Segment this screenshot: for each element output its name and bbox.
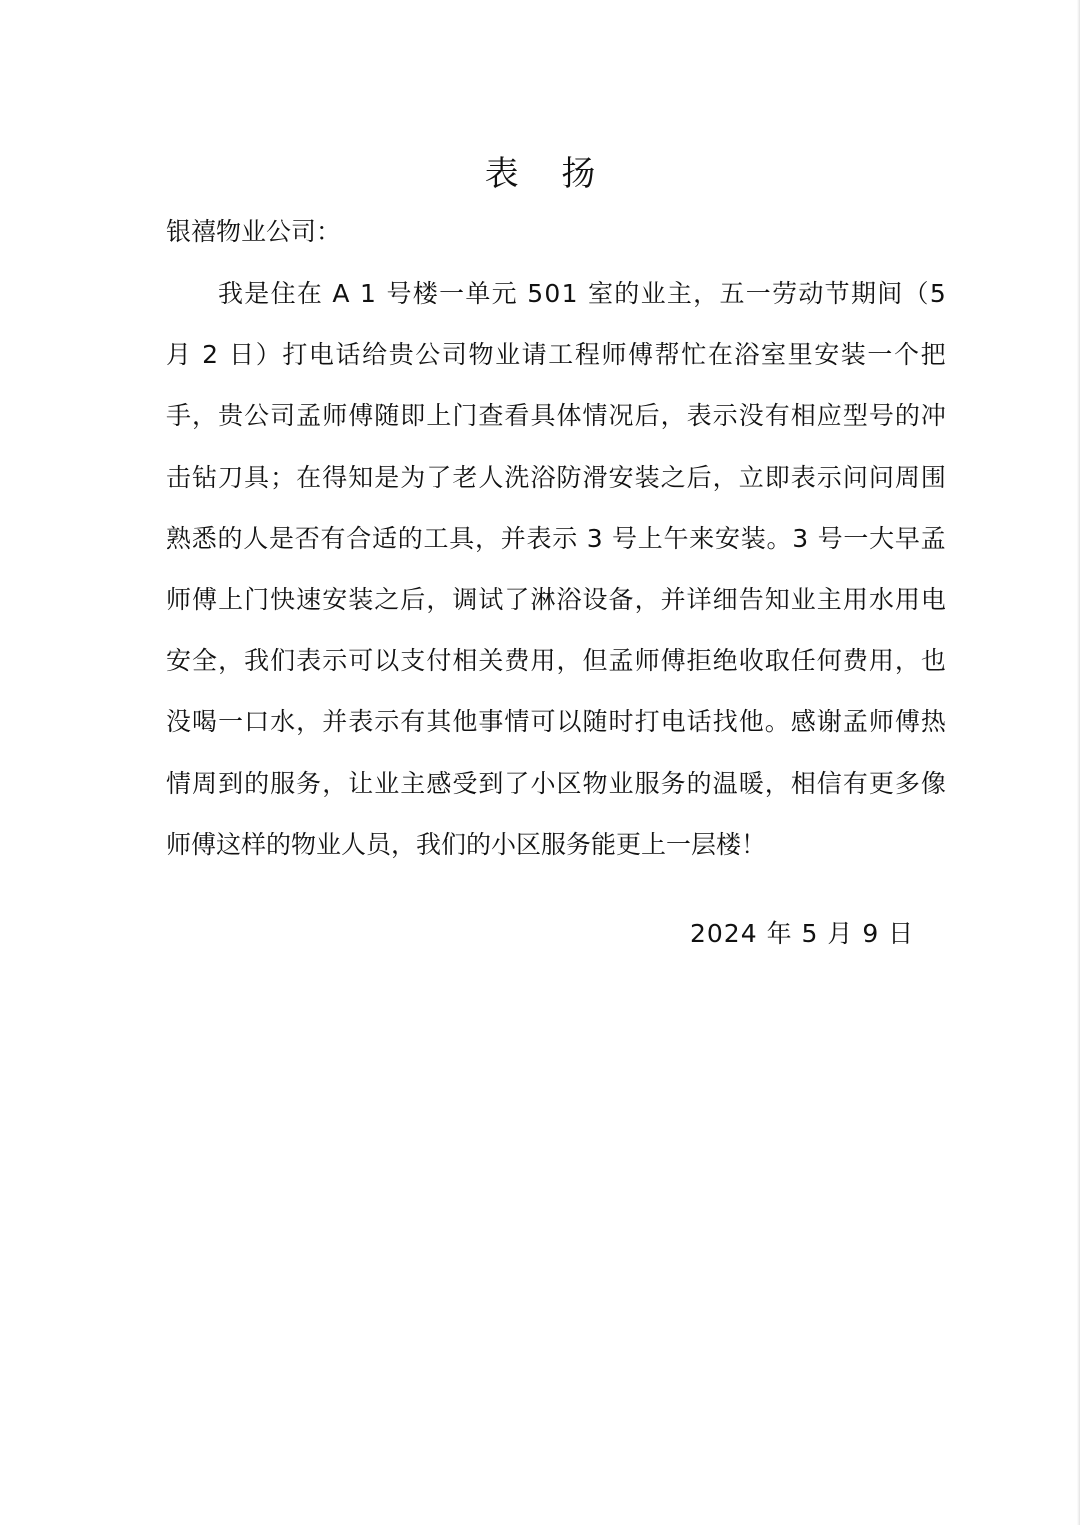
letter-title: 表 扬	[484, 154, 612, 194]
letter-salutation: 银禧物业公司：	[166, 217, 342, 246]
body-line: 月 2 日 ） 打 电 话 给 贵 公 司 物 业 请 工 程 师 傅 帮 忙 在 浴 室 里 安 装 一 个 把	[166, 340, 946, 370]
body-line: 击 钻 刀 具 ； 在 得 知 是 为 了 老 人 洗 浴 防 滑 安 装 之 后 ， 立 即 表 示 问 问 周 围	[166, 462, 946, 492]
body-line: 手 ， 贵 公 司 孟 师 傅 随 即 上 门 查 看 具 体 情 况 后 ， 表 示 没 有 相 应 型 号 的 冲	[166, 401, 946, 431]
letter-date: 2024 年 5 月 9 日	[690, 919, 915, 948]
body-line: 没 喝 一 口 水 ， 并 表 示 有 其 他 事 情 可 以 随 时 打 电 话 找 他 。 感 谢 孟 师 傅 热	[166, 707, 946, 737]
body-line: 安 全 ， 我 们 表 示 可 以 支 付 相 关 费 用 ， 但 孟 师 傅 拒 绝 收 取 任 何 费 用 ， 也	[166, 646, 946, 676]
body-line: 熟 悉 的 人 是 否 有 合 适 的 工 具 ， 并 表 示 3 号 上 午 来 安 装 。 3 号 一 大 早 孟	[166, 523, 946, 553]
letter-body	[166, 263, 946, 875]
body-line: 情 周 到 的 服 务 ， 让 业 主 感 受 到 了 小 区 物 业 服 务 的 温 暖 ， 相 信 有 更 多 像	[166, 768, 946, 798]
body-line: 师傅这样的物业人员，我们的小区服务能更上一层楼！	[166, 829, 767, 859]
body-line: 我 是 住 在 A 1 号 楼 一 单 元 5 0 1 室 的 业 主 ， 五 一 劳 动 节 期 间 （ 5	[218, 279, 946, 308]
body-line: 师 傅 上 门 快 速 安 装 之 后 ， 调 试 了 淋 浴 设 备 ， 并 详 细 告 知 业 主 用 水 用 电	[166, 584, 946, 614]
